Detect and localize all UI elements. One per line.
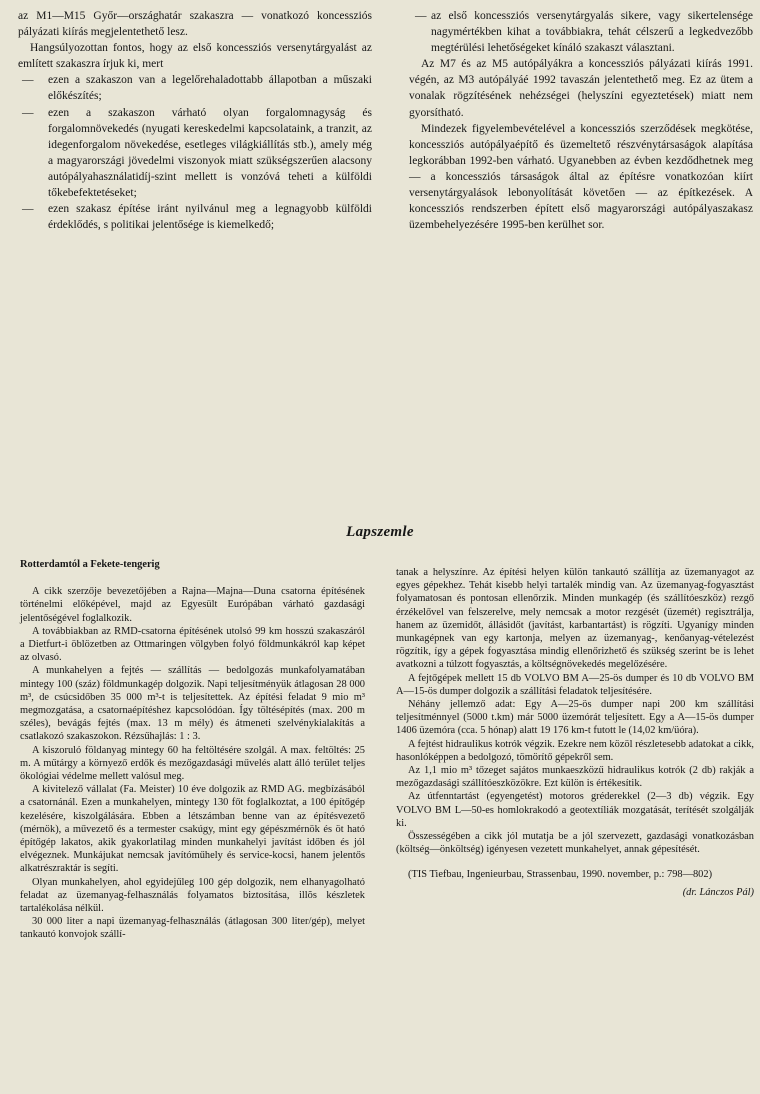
paragraph: Olyan munkahelyen, ahol egyidejűleg 100 gép dolgozik, nem elhanyagolható feladat az üzemanyag-felhasználás folyamatos biztosítása, illõs készletek tartalékolása nélkül. [20, 876, 365, 915]
paragraph: A fejtést hidraulikus kotrók végzik. Ezekre nem közöl részletesebb adatokat a cikk, hasonlóképpen a bedolgozó, tömörítő gépekről sem. [396, 738, 754, 763]
list-item: — ezen szakasz építése iránt nyilvánul meg a legnagyobb külföldi érdeklődés, s politikai jelentősége is kiemelkedő; [22, 203, 372, 232]
article-title: Rotterdamtól a Fekete-tengerig [20, 559, 160, 570]
article-left-column [20, 558, 365, 942]
paragraph: az M1—M15 Győr—országhatár szakaszra — vonatkozó koncessziós pályázati kiírás megjelentethető lesz. [18, 10, 372, 39]
top-right-column [409, 8, 753, 233]
paragraph: A továbbiakban az RMD-csatorna építésének utolsó 99 km hosszú szakaszáról a Dietfurt-i öblözetben az Ottmaringen völgyben folyó földmunkákról kap képet az olvasó. [20, 625, 365, 664]
paragraph: Néhány jellemző adat: Egy A—25-ös dumper napi 200 km szállítási teljesítménnyel (5000 t.km) már 5000 üzemórát teljesített. Egy a A—15-ös dumper 1406 üzemóra (cca. 5 hónap) alatt 19 176 km-t futott le (14,02 km/üóra). [396, 699, 754, 737]
paragraph: A munkahelyen a fejtés — szállítás — bedolgozás munkafolyamatában mintegy 100 (száz) földmunkagép dolgozik. Napi teljesítményük átlagosan 28 000 m³, de csúcsidőben 35 000 m³-t is teljesítettek. Az építési feladat 9 mio m³ megmozgatása, a csatornaépítéshez kapcsolódóan. Így töltésépítés (max. 200 m széles), bevágás fejtés (max. 13 m mély) és átmeneti szelvénykialakítás a csatlakozó szakaszokon. Rézsűhajlás: 1 : 3. [20, 665, 365, 743]
paragraph: Az útfenntartást (egyengetést) motoros gréderekkel (2—3 db) végzik. Egy VOLVO BM L—50-es homlokrakodó a geotextíliák mozgatását, terítését szolgálják ki. [396, 791, 754, 829]
list-item-text: ezen a szakaszon várható olyan forgalomnagyság és forgalomnövekedés (nyugati kereskedelmi kapcsolataink, a tranzit, az idegenforgalom növekedése, esetleges világkiállítás stb.), amely még a magyarországi jövedelmi viszonyok miatt szükségszerűen alacsony autópályahasználatidíj-szint mellett is vonzóvá teheti a külföldi tőkebefektetéseket; [48, 106, 372, 200]
author-signature: (dr. Lánczos Pál) [682, 886, 754, 898]
article-right-column [396, 566, 754, 899]
list-item: — ezen a szakaszon van a legelőrehaladottabb állapotban a műszaki előkészítés; [22, 74, 372, 103]
bullet-list [409, 8, 753, 56]
paragraph: Az 1,1 mio m³ tőzeget sajátos munkaeszközű hidraulikus kotrók (2 db) rakják a mezőgazdasági szállítóeszközökre. Ezt külön is értékesítik. [396, 765, 754, 790]
list-item-text: az első koncessziós versenytárgyalás sikere, vagy sikertelensége nagymértékben kihat a továbbiakra, tehát célszerű a legkedvezőbb megtérülési lehetőségeket kínáló szakaszt választani. [431, 10, 753, 55]
top-left-column [18, 8, 372, 233]
paragraph: Az M7 és az M5 autópályákra a koncessziós pályázati kiírás 1991. végén, az M3 autópályáé 1992 tavaszán jelentethető meg. Ez az ütem a vonalak rögzítésének nehézségei (helyszíni egyeztetések) miatt nem gyorsítható. [409, 58, 753, 119]
list-item-text: ezen szakasz építése iránt nyilvánul meg a legnagyobb külföldi érdeklődés, s politikai jelentősége is kiemelkedő; [48, 203, 372, 232]
list-item: — az első koncessziós versenytárgyalás sikere, vagy sikertelensége nagymértékben kihat a továbbiakra, tehát célszerű a legkedvezőbb megtérülési lehetőségeket kínáló szakaszt választani. [415, 10, 753, 55]
paragraph: Hangsúlyozottan fontos, hogy az első koncessziós versenytárgyalást az említett szakaszra írjuk ki, mert [18, 42, 372, 71]
section-title: Lapszemle [346, 524, 414, 540]
paragraph: tanak a helyszínre. Az építési helyen külön tankautó szállítja az üzemanyagot az egyes gépekhez. Tehát kisebb helyi tartalék mindig van. Az üzemanyag-fogyasztást folyamatosan és pontosan ellenőrzik. Minden munkagép (és szállítóeszköz) rezgő érzékelővel van felszerelve, mely nemcsak a motor rezgését (üzemét) regisztrálja, hanem az üzemidőt, állásidőt (javítást, karbantartást) is rögzíti. Ugyanígy minden munkagépnek van egy kartonja, melyen az üzemanyag-, kenőanyag-vételezést rögzítik, így a gépek fogyasztása mindig ellenőrizhető és szükség szerint be is lehet avatkozni a túlzott fogyasztás, a költségnövekedés megelőzésére. [396, 567, 754, 671]
paragraph: Mindezek figyelembevételével a koncessziós szerződések megkötése, koncessziós autópályaépítő és üzemeltető részvénytársaságok alapítása legkorábban 1992-ben várható. Ugyanebben az évben kezdődhetnek meg — a koncessziós társaságok által az építésre vonatkozóan kiírt versenytárgyalások lebonyolítását követően — az építkezések. A koncessziós rendszerben épített első magyarországi autópályaszakasz üzembehelyezésére 1995-ben kerülhet sor. [409, 122, 753, 232]
paragraph: A cikk szerzője bevezetőjében a Rajna—Majna—Duna csatorna építésének történelmi előképével, majd az Egyesült Európában várható gazdasági jelentőségével foglalkozik. [20, 586, 365, 624]
paragraph: Összességében a cikk jól mutatja be a jól szervezett, gazdasági vonatkozásban (költség—önköltség) igényesen vezetett munkahelyet, annak gépesítését. [396, 831, 754, 856]
list-item: — ezen a szakaszon várható olyan forgalomnagyság és forgalomnövekedés (nyugati kereskedelmi kapcsolataink, a tranzit, az idegenforgalom növekedése, esetleges világkiállítás stb.), amely még a magyarországi jövedelmi viszonyok miatt szükségszerűen alacsony autópályahasználatidíj-szint mellett is vonzóvá teheti a külföldi tőkebefektetéseket; [22, 106, 372, 200]
bullet-list [18, 72, 372, 233]
paragraph: A kivitelező vállalat (Fa. Meister) 10 éve dolgozik az RMD AG. megbízásából a csatornánál. Ezen a munkahelyen, mintegy 130 főt foglalkoztat, a 100 építőgép kezelésére, kiszolgálására. Ebben a létszámban benne van az építésvezető (mérnök), a művezető és a termester csakúgy, mint egy gépészmérnök és öt ható építőgép lakatos, akik gyakorlatilag minden munkahelyi javítást időben és jól elvégeznek. Munkájukat nemcsak javítóműhely és service-kocsi, hanem jelentős alkatrészraktár is segíti. [20, 784, 365, 875]
paragraph: 30 000 liter a napi üzemanyag-felhasználás (átlagosan 300 liter/gép), melyet tankautó konvojok szállí- [20, 916, 365, 941]
list-item-text: ezen a szakaszon van a legelőrehaladottabb állapotban a műszaki előkészítés; [48, 74, 372, 103]
paragraph: A kiszoruló földanyag mintegy 60 ha feltöltésére szolgál. A max. feltöltés: 25 m. A műtárgy a környező erdők és mezőgazdasági művelés alatt álló terület teljes ökológiai védelme mellett valósul meg. [20, 744, 365, 783]
source-citation: (TIS Tiefbau, Ingenieurbau, Strassenbau, 1990. november, p.: 798—802) [408, 869, 713, 881]
paragraph: A fejtőgépek mellett 15 db VOLVO BM A—25-ös dumper és 10 db VOLVO BM A—15-ös dumper dolgozik a szállítási feladatok teljesítésére. [396, 672, 754, 697]
